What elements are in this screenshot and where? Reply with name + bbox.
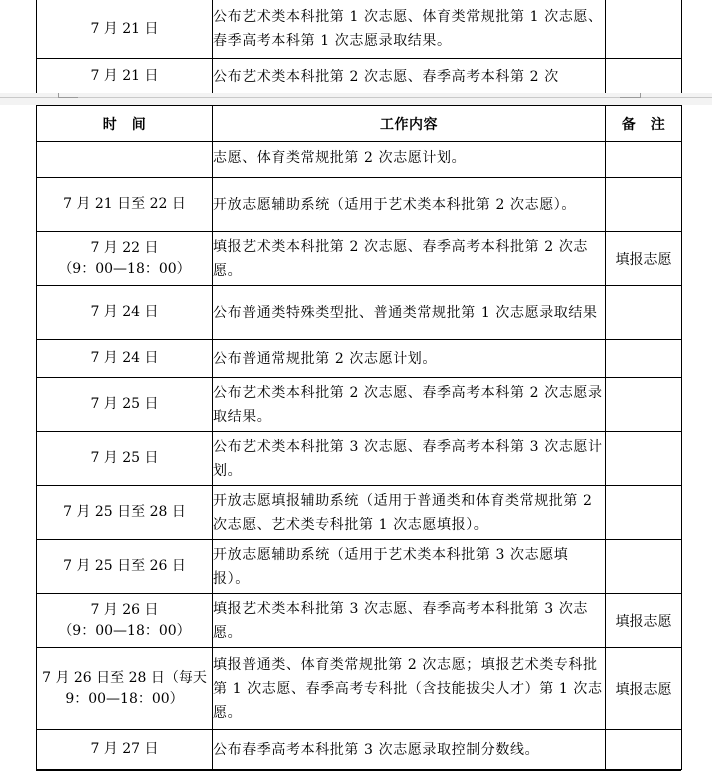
note-cell: 填报志愿	[606, 648, 682, 730]
content-cell: 公布艺术类本科批第 3 次志愿、春季高考本科第 3 次志愿计划。	[213, 432, 606, 486]
page-corner-mark	[640, 93, 641, 98]
table-row	[37, 378, 682, 432]
note-cell	[606, 178, 682, 232]
note-cell	[606, 540, 682, 594]
time-cell: 7 月 24 日	[37, 286, 213, 340]
time-cell: 7 月 22 日 （9：00—18：00）	[37, 232, 213, 286]
content-cell: 开放志愿辅助系统（适用于艺术类本科批第 2 次志愿）。	[213, 178, 606, 232]
page-break	[0, 93, 712, 105]
content-cell: 填报普通类、体育类常规批第 2 次志愿；填报艺术类专科批第 1 次志愿、春季高考专科批（含技能拔尖人才）第 1 次志愿。	[213, 648, 606, 730]
page-corner-mark	[58, 97, 78, 98]
table-bottom-border	[36, 770, 681, 771]
note-cell	[606, 730, 682, 770]
table-row	[37, 486, 682, 540]
note-cell	[606, 142, 682, 178]
page-break-line	[0, 97, 712, 98]
content-cell: 填报艺术类本科批第 3 次志愿、春季高考本科批第 3 次志愿。	[213, 594, 606, 648]
table-row	[37, 142, 682, 178]
content-cell: 志愿、体育类常规批第 2 次志愿计划。	[213, 142, 606, 178]
content-cell: 公布艺术类本科批第 2 次志愿、春季高考本科第 2 次志愿录取结果。	[213, 378, 606, 432]
previous-page-table	[36, 0, 682, 95]
time-cell: 7 月 25 日	[37, 378, 213, 432]
table-row	[37, 432, 682, 486]
content-cell: 公布艺术类本科批第 2 次志愿、春季高考本科第 2 次	[213, 59, 606, 95]
page-corner-mark	[620, 97, 640, 98]
table-row	[37, 178, 682, 232]
note-cell	[606, 432, 682, 486]
table-row	[37, 340, 682, 378]
note-cell	[606, 486, 682, 540]
time-cell: 7 月 26 日 （9：00—18：00）	[37, 594, 213, 648]
note-cell	[606, 59, 682, 95]
table-row	[37, 730, 682, 770]
content-cell: 公布艺术类本科批第 1 次志愿、体育类常规批第 1 次志愿、春季高考本科第 1 次志愿录取结果。	[213, 0, 606, 59]
note-cell	[606, 340, 682, 378]
note-cell	[606, 378, 682, 432]
content-cell: 公布春季高考本科批第 3 次志愿录取控制分数线。	[213, 730, 606, 770]
table-row	[37, 540, 682, 594]
content-cell: 开放志愿填报辅助系统（适用于普通类和体育类常规批第 2 次志愿、艺术类专科批第 1 次志愿填报）。	[213, 486, 606, 540]
header-time: 时 间	[37, 106, 213, 142]
note-cell: 填报志愿	[606, 232, 682, 286]
header-note: 备 注	[606, 106, 682, 142]
table-header-row	[37, 106, 682, 142]
time-cell: 7 月 21 日	[37, 0, 213, 59]
time-cell: 7 月 25 日至 28 日	[37, 486, 213, 540]
content-cell: 填报艺术类本科批第 2 次志愿、春季高考本科批第 2 次志愿。	[213, 232, 606, 286]
time-cell: 7 月 26 日至 28 日（每天 9：00—18：00）	[37, 648, 213, 730]
schedule-table	[36, 105, 682, 770]
time-cell: 7 月 24 日	[37, 340, 213, 378]
note-cell	[606, 0, 682, 59]
content-cell: 公布普通常规批第 2 次志愿计划。	[213, 340, 606, 378]
content-cell: 开放志愿辅助系统（适用于艺术类本科批第 3 次志愿填报）。	[213, 540, 606, 594]
time-cell: 7 月 25 日	[37, 432, 213, 486]
table-row	[37, 232, 682, 286]
time-cell: 7 月 25 日至 26 日	[37, 540, 213, 594]
note-cell	[606, 286, 682, 340]
time-cell: 7 月 27 日	[37, 730, 213, 770]
time-cell: 7 月 21 日	[37, 59, 213, 95]
table-row	[37, 594, 682, 648]
note-cell: 填报志愿	[606, 594, 682, 648]
table-row	[37, 0, 682, 59]
table-row	[37, 286, 682, 340]
table-row	[37, 59, 682, 95]
time-cell: 7 月 21 日至 22 日	[37, 178, 213, 232]
table-row	[37, 648, 682, 730]
content-cell: 公布普通类特殊类型批、普通类常规批第 1 次志愿录取结果	[213, 286, 606, 340]
time-cell	[37, 142, 213, 178]
header-content: 工作内容	[213, 106, 606, 142]
